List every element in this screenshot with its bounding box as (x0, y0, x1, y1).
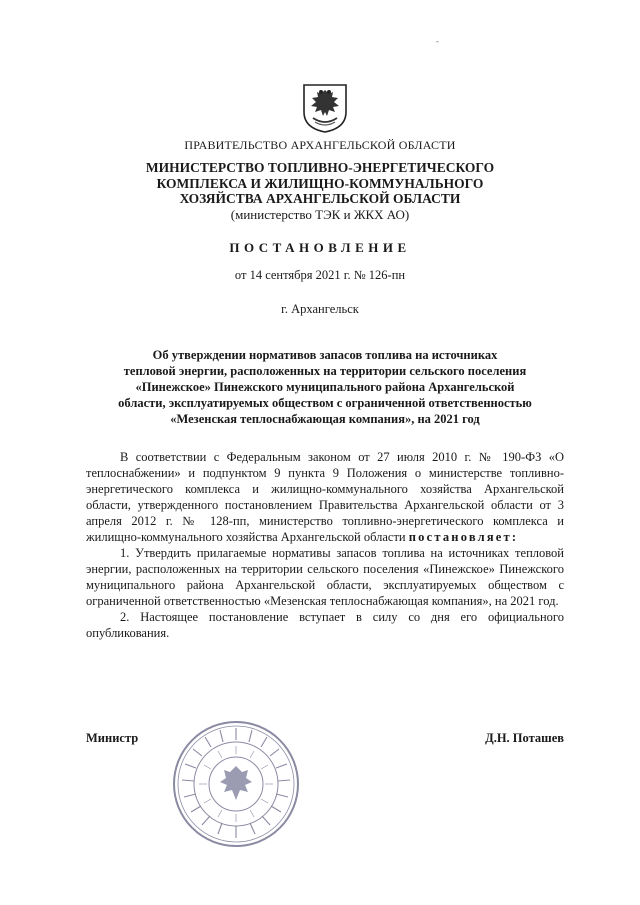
item-2-paragraph: 2. Настоящее постановление вступает в силу со дня его официального опубликования. (86, 610, 564, 640)
ministry-abbreviation: (министерство ТЭК и ЖКХ АО) (230, 206, 410, 222)
document-body (86, 449, 564, 641)
item-1-paragraph: 1. Утвердить прилагаемые нормативы запасов топлива на источниках тепловой энергии, расположенных на территории сельского поселения «Пинежское» Пинежского муниципального района Архангельской области, эксплуатируемых обществом с ограниченной ответственностью «Мезенская теплоснабжающая компания», на 2021 год. (86, 546, 564, 608)
document-subject (86, 347, 564, 427)
signatory-position: Министр (86, 731, 139, 745)
preamble-text: В соответствии с Федеральным законом от 27 июля 2010 г. № 190-ФЗ «О теплоснабжении» и подпунктом 9 пункта 9 Положения о министерстве топливно-энергетического комплекса и жилищно-коммунального хозяйства Архангельской области, утвержденного постановлением Правительства Архангельской области от 3 апреля 2012 г. № 128-пп, министерство топливно-энергетического комплекса и жилищно-коммунального хозяйства Архангельской области (86, 450, 564, 544)
document-city: г. Архангельск (281, 302, 359, 316)
subject-line: Об утверждении нормативов запасов топлива на источниках (152, 348, 498, 362)
corner-mark: - (436, 36, 439, 46)
subject-line: «Мезенская теплоснабжающая компания», на 2021 год (170, 412, 480, 426)
subject-line: области, эксплуатируемых обществом с ограниченной ответственностью (118, 396, 532, 410)
subject-line: тепловой энергии, расположенных на территории сельского поселения (123, 364, 527, 378)
document-date-number: от 14 сентября 2021 г. № 126-пн (234, 268, 406, 282)
resolves-word: постановляет: (408, 530, 519, 544)
preamble-paragraph (86, 449, 564, 545)
ministry-name (0, 160, 640, 222)
government-name: ПРАВИТЕЛЬСТВО АРХАНГЕЛЬСКОЙ ОБЛАСТИ (184, 138, 456, 152)
subject-line: «Пинежское» Пинежского муниципального района Архангельской (135, 380, 515, 394)
ministry-line: КОМПЛЕКСА И ЖИЛИЩНО-КОММУНАЛЬНОГО (156, 175, 484, 191)
official-seal-stamp (170, 718, 302, 850)
document-type: ПОСТАНОВЛЕНИЕ (229, 240, 411, 255)
signatory-name: Д.Н. Поташев (485, 731, 564, 745)
ministry-line: МИНИСТЕРСТВО ТОПЛИВНО-ЭНЕРГЕТИЧЕСКОГО (145, 160, 495, 175)
coat-of-arms-emblem (301, 82, 349, 134)
ministry-line: ХОЗЯЙСТВА АРХАНГЕЛЬСКОЙ ОБЛАСТИ (179, 191, 461, 206)
